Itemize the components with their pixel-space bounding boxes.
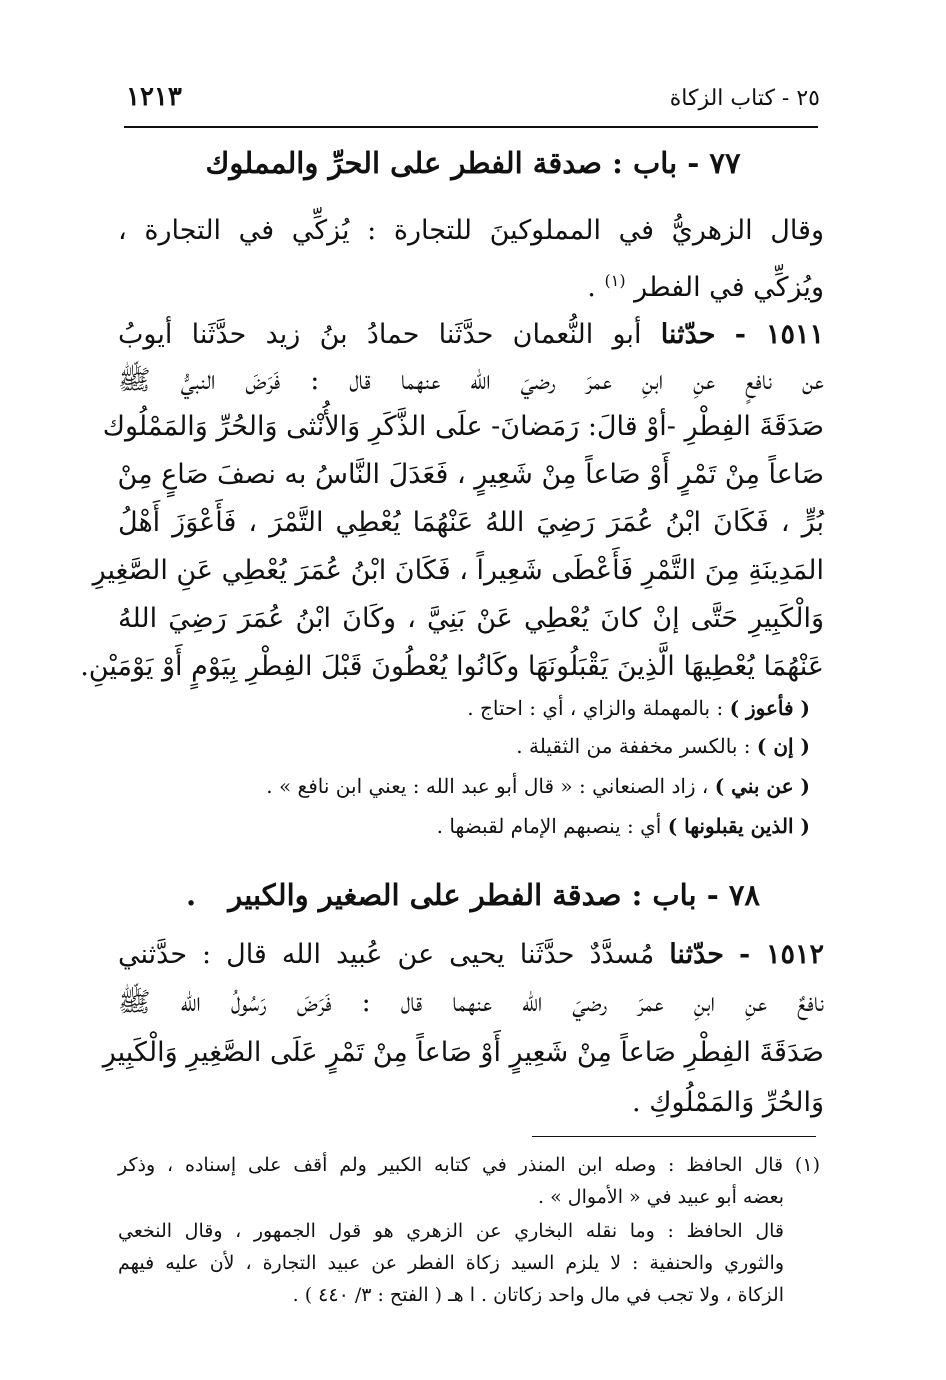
gloss-term: ( إن )	[756, 734, 810, 758]
chapter-78-body	[102, 930, 824, 1130]
hadith-line: المَدِينَةِ مِنَ التَّمْرِ فَأَعْطَى شَعِيراً ، فَكَانَ ابْنُ عُمَرَ يُعْطِي عَنِ الصَّغِيرِ	[92, 555, 824, 586]
hadith-line: نافعٌ عنِ ابنِ عمرَ رضيَ الله عنهما قال : فَرَضَ رَسُولُ الله ﷺ	[118, 987, 824, 1018]
hadith-number: ١٥١١ -	[734, 319, 824, 350]
intro-line	[118, 256, 824, 306]
hadith-number: ١٥١٢ -	[738, 939, 824, 970]
footnote-line: بعضه أبو عبيد في « الأموال » .	[538, 1186, 784, 1208]
footnote-line: قال الحافظ : وما نقله البخاري عن الزهري هو قول الجمهور ، وقال النخعي	[118, 1220, 784, 1242]
hadith-line: عَنْهُمَا يُعْطِيهَا الَّذِينَ يَقْبَلُونَهَا وكَانُوا يُعْطُونَ قَبْلَ الفِطْرِ بِيَوْمٍ أَوْ يَوْمَيْنِ.	[80, 651, 824, 682]
hadith-line: صَدَقَةَ الفِطْرِ -أوْ قالَ: رَمَضانَ- علَى الذَّكَرِ وَالأُنْثى وَالحُرِّ وَالمَمْلُوك	[102, 411, 824, 442]
hadith-line: صَدَقَةَ الفِطْرِ صَاعاً مِنْ شَعِيرٍ أَوْ صَاعاً مِنْ تَمْرٍ عَلَى الصَّغِيرِ وَالْكَبِيرِ	[102, 1037, 824, 1068]
running-chapter-title: ٢٥ - كتاب الزكاة	[669, 86, 820, 111]
gloss-term: ( فأعوز )	[729, 696, 810, 720]
footnote-line: الزكاة ، ولا تجب في مال واحد زكاتان . ا هـ ( الفتح : ٣/ ٤٤٠ ) .	[292, 1284, 784, 1306]
intro-text: ويُزكِّي في الفطر	[634, 272, 824, 303]
hadith-text: أبو النُّعمان حدَّثَنا حمادُ بنُ زيد حدَّثَنا أيوبُ	[118, 319, 642, 350]
gloss-line	[118, 728, 824, 764]
hadith-1512-line	[118, 930, 824, 980]
hadith-line: وَالحُرِّ وَالمَمْلُوكِ .	[632, 1087, 824, 1118]
intro-period: .	[587, 272, 596, 303]
gloss-term: ( الذين يقبلونها )	[667, 814, 810, 838]
hadith-line: وَالْكَبِيرِ حَتَّى إنْ كانَ يُعْطِي عَنْ بَنِيَّ ، وكَانَ ابْنُ عُمَرَ رَضِيَ اللهُ	[118, 603, 824, 634]
hadith-line: عن نافعٍ عنِ ابنِ عمرَ رضيَ الله عنهما قال : فَرَضَ النبيُّ ﷺ	[118, 365, 824, 396]
gloss-text: : بالكسر مخففة من الثقيلة .	[516, 734, 757, 758]
page-number: ١٢١٣	[126, 82, 182, 112]
footnote-line: (١) قال الحافظ : وصله ابن المنذر في كتابه الكبير ولم أقف على إسناده ، وذكر	[118, 1154, 820, 1176]
gloss-term: ( عن بني )	[714, 774, 810, 798]
narration-word: حدّثنا	[669, 939, 724, 970]
gloss-line	[118, 768, 824, 804]
hadith-text: مُسدَّدٌ حدَّثَنا يحيى عن عُبيد الله قال : حدَّثني	[118, 939, 655, 970]
gloss-line	[118, 808, 824, 844]
chapter-77-body	[80, 206, 824, 682]
header-rule	[124, 126, 818, 128]
chapter-78-heading	[0, 878, 946, 912]
hadith-1511-line	[118, 310, 824, 360]
glosses	[118, 690, 824, 860]
hadith-line: بُرٍّ ، فَكَانَ ابْنُ عُمَرَ رَضِيَ اللهُ عَنْهُمَا يُعْطِي التَّمْرَ ، فَأَعْوَزَ أَهْلُ	[118, 507, 824, 538]
gloss-text: أي : ينصبهم الإمام لقبضها .	[436, 814, 668, 838]
hadith-line: صَاعاً مِنْ تَمْرٍ أَوْ صَاعاً مِنْ شَعِيرٍ ، فَعَدَلَ النَّاسُ به نصفَ صَاعٍ مِنْ	[117, 459, 824, 490]
chapter-77-heading: ٧٧ - باب : صدقة الفطر على الحرِّ والمملوك	[205, 146, 741, 180]
chapter-78-heading-text: ٧٨ - باب : صدقة الفطر على الصغير والكبير	[228, 878, 760, 912]
heading-dot: .	[186, 878, 197, 912]
footnote-marker: (١)	[604, 271, 626, 290]
intro-line: وقال الزهريُّ في المملوكينَ للتجارة : يُزكِّي في التجارة ،	[118, 215, 824, 246]
footnote-separator	[532, 1136, 816, 1137]
gloss-line	[118, 690, 824, 726]
footnote-line: والثوري والحنفية : لا يلزم السيد زكاة الفطر عن عبيد التجارة ، لأن عليه فيهم	[118, 1252, 784, 1274]
gloss-text: ، زاد الصنعاني : « قال أبو عبد الله : يعني ابن نافع » .	[266, 774, 715, 798]
gloss-text: : بالمهملة والزاي ، أي : احتاج .	[467, 696, 730, 720]
running-head	[120, 82, 820, 126]
narration-word: حدّثنا	[660, 319, 716, 350]
